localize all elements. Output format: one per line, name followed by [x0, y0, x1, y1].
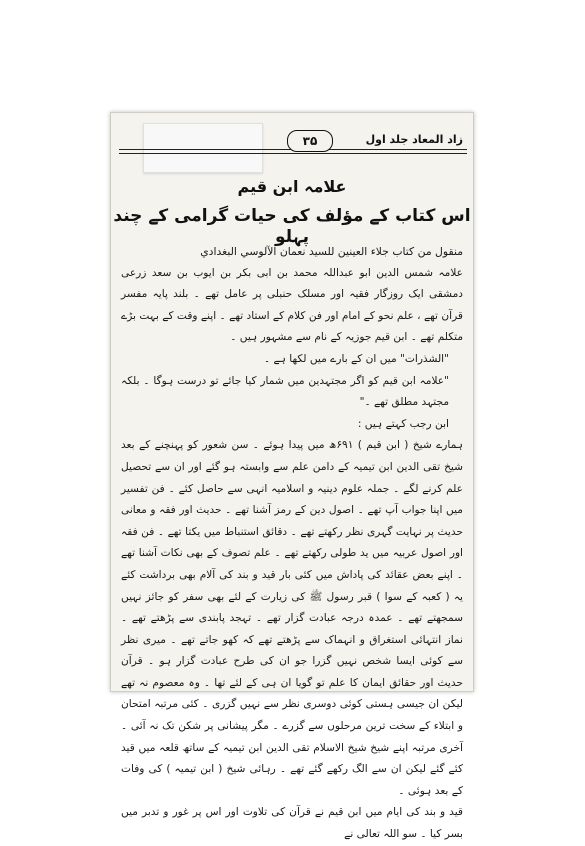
- page-number: ۳۵: [287, 130, 333, 152]
- body-text: [121, 241, 463, 846]
- intro-line: ابن رجب کہتے ہیں :: [357, 417, 449, 430]
- chapter-title: علامہ ابن قیم: [237, 177, 347, 196]
- paragraph-1: علامہ شمس الدین ابو عبداللہ محمد بن ابی بکر بن ایوب بن سعد زرعی دمشقی ایک روزگار فقیہ اور مسلک حنبلی پر عامل تھے ۔ بلند پایہ مفسر قرآن تھے ، علم نحو کے امام اور فن کلام کے استاد تھے ۔ اپنے وقت کے بہت بڑے متکلم تھے ۔ ابن قیم جوزیہ کے نام سے مشہور ہیں ۔: [121, 266, 463, 344]
- chapter-subtitle: اس کتاب کے مؤلف کی حیات گرامی کے چند پہلو: [113, 206, 471, 247]
- quote-1: "الشذرات" میں ان کے بارے میں لکھا ہے ۔: [263, 352, 449, 365]
- source-line: منقول من كتاب جلاء العينين للسيد نعمان الآلوسي البغدادي: [200, 245, 463, 258]
- page-header: [119, 131, 467, 154]
- book-page: [110, 112, 474, 841]
- running-head: زاد المعاد جلد اول: [365, 133, 463, 146]
- paragraph-3: قید و بند کی ایام میں ابن قیم نے قرآن کی تلاوت اور اس پر غور و تدبر میں بسر کیا ۔ سو اللہ تعالی نے: [121, 806, 463, 841]
- paragraph-2: ہمارے شیخ ( ابن قیم ) ۶۹۱ھ میں پیدا ہوئے ۔ سن شعور کو پہنچنے کے بعد شیخ تقی الدین ابن تیمیہ کے دامن علم سے وابستہ ہو گئے اور ان سے تحصیل علم کرنے لگے ۔ جملہ علوم دینیہ و اسلامیہ انہی سے حاصل کئے ۔ فن تفسیر میں اپنا جواب آپ تھے ۔ اصول دین کے رمز آشنا تھے ۔ حدیث اور فقہ و معانی حدیث پر نہایت گہری نظر رکھتے تھے ۔ دقائق استنباط میں یکتا تھے ۔ فن فقہ اور اصول عربیہ میں ید طولی رکھتے تھے ۔ علم تصوف کے بھی نکات آشنا تھے ۔ اپنے بعض عقائد کی پاداش میں کئی بار قید و بند کی آلام بھی برداشت کئے یہ ( کعبہ کے سوا ) قبر رسول ﷺ کی زیارت کے لئے بھی سفر کو جائز نہیں سمجھتے تھے ۔ عمدہ درجہ عبادت گزار تھے ۔ تہجد پابندی سے پڑھتے تھے ۔ نماز انتہائی استغراق و انہماک سے پڑھتے تھے کہ کھو جاتے تھے ۔ میری نظر سے کوئی ایسا شخص نہیں گزرا جو ان کی طرح عبادت گزار ہو ۔ قرآن حدیث اور حقائق ایمان کا علم تو گویا ان ہی کے لئے تھا ۔ وہ معصوم نہ تھے لیکن ان جیسی ہستی کوئی دوسری نظر سے نہیں گزری ۔ کئی مرتبہ امتحان و ابتلاء کے سخت ترین مرحلوں سے گزرے ۔ مگر پیشانی پر شکن تک نہ آئی ۔ آخری مرتبہ اپنے شیخ شیخ الاسلام تقی الدین ابن تیمیہ کے ساتھ قلعہ میں قید کئے گئے لیکن ان سے الگ رکھے گئے تھے ۔ رہائی شیخ ( ابن تیمیہ ) کی وفات کے بعد ہوئی ۔: [121, 439, 463, 797]
- quote-2: "علامہ ابن قیم کو اگر مجتہدین میں شمار کیا جائے تو درست ہوگا ۔ بلکہ مجتہد مطلق تھے ۔": [121, 374, 449, 409]
